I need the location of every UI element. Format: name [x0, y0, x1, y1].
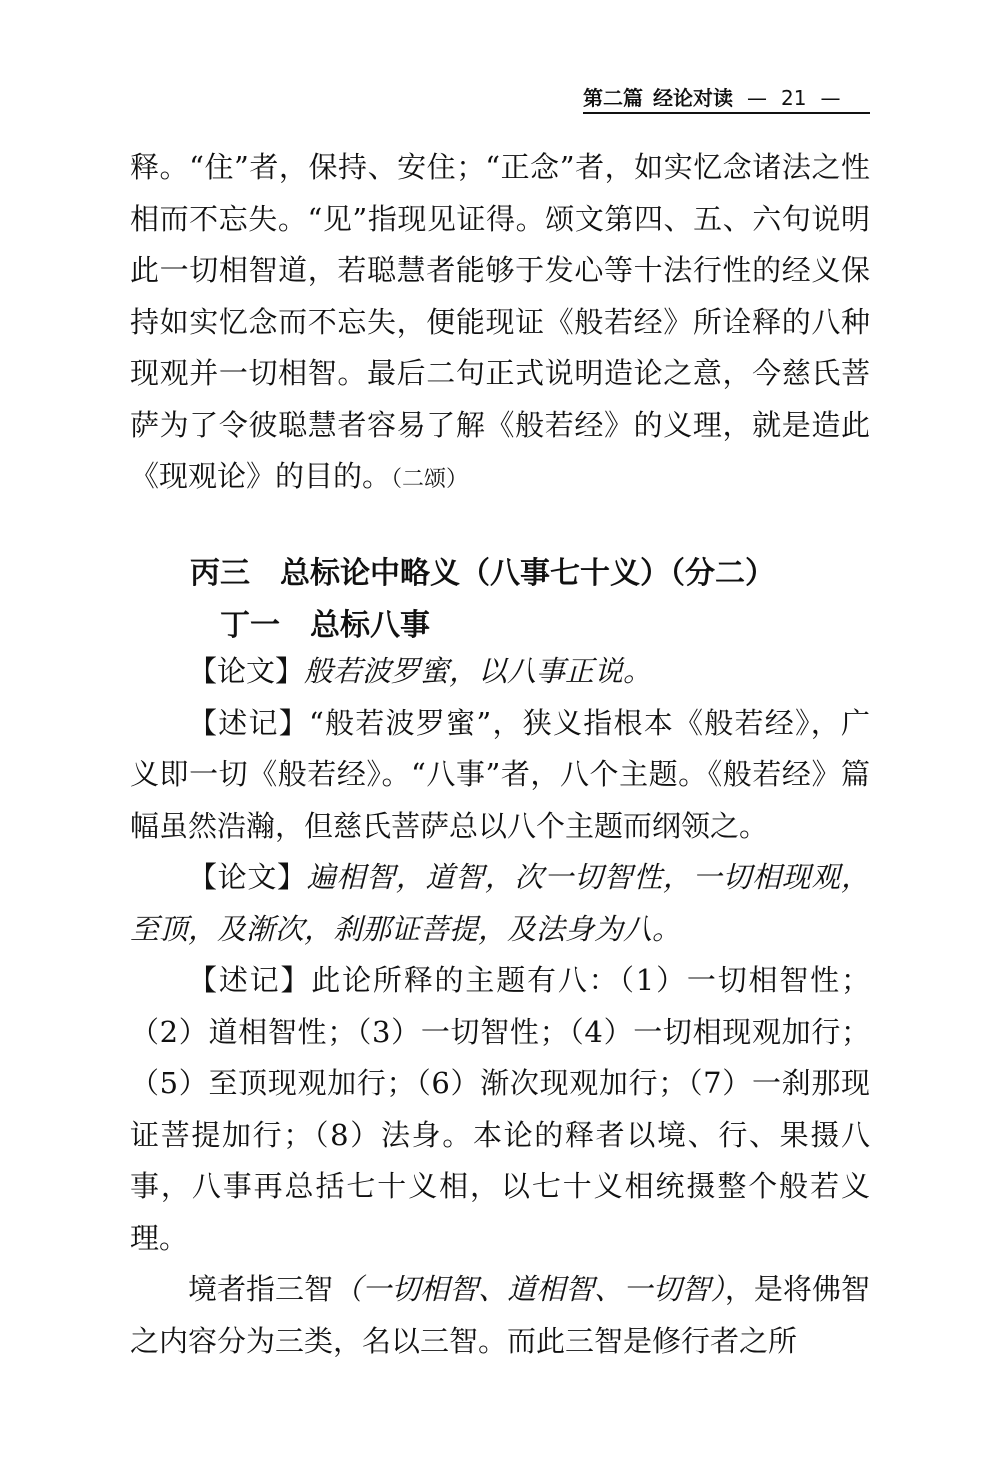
header-dash: —	[820, 86, 841, 110]
commentary-text: “般若波罗蜜”，狭义指根本《般若经》，广义即一切《般若经》。“八事”者，八个主题。《般若经》篇幅虽然浩瀚，但慈氏菩萨总以八个主题而纲领之。	[130, 705, 870, 843]
paragraph-paren: （一切相智、道相智、一切智）	[333, 1272, 725, 1306]
paragraph	[130, 1264, 870, 1367]
paragraph	[130, 142, 870, 506]
paragraph-text: 释。“住”者，保持、安住；“正念”者，如实忆念诸法之性相而不忘失。“见”指现见证得。颂文第四、五、六句说明此一切相智道，若聪慧者能够于发心等十法行性的经义保持如实忆念而不忘失，便能现证《般若经》所诠释的八种现观并一切相智。最后二句正式说明造论之意，今慈氏菩萨为了令彼聪慧者容易了解《般若经》的义理，就是造此《现观论》的目的。	[130, 150, 870, 493]
section-label: 第二篇	[583, 86, 643, 110]
paragraph-text: 境者指三智	[188, 1272, 334, 1306]
section-title: 经论对读	[653, 86, 733, 110]
heading-level-4	[220, 600, 430, 644]
treatise-label: 【论文】	[188, 654, 305, 688]
treatise-paragraph	[130, 852, 870, 955]
paragraph-text: ，是将佛智之内容分为三类，名以三智。而此三智是修行者之所	[130, 1272, 870, 1358]
heading-level-3	[190, 548, 775, 592]
heading-text: 总标八事	[310, 608, 430, 643]
commentary-paragraph	[130, 955, 870, 1264]
heading-number: 丁一	[220, 608, 280, 643]
page-number: 21	[781, 86, 807, 110]
heading-number: 丙三	[190, 556, 250, 591]
commentary-label: 【述记】	[188, 963, 312, 997]
treatise-text: 般若波罗蜜，以八事正说。	[304, 654, 653, 688]
treatise-text: 遍相智，道智，次一切智性，一切相现观，至顶，及渐次，刹那证菩提，及法身为八。	[130, 860, 870, 946]
commentary-paragraph	[130, 698, 870, 853]
commentary-text: 此论所释的主题有八：（1）一切相智性；（2）道相智性；（3）一切智性；（4）一切相现观加行；（5）至顶现观加行；（6）渐次现观加行；（7）一刹那现证菩提加行；（8）法身。本论的释者以境、行、果摄八事，八事再总括七十义相，以七十义相统摄整个般若义理。	[130, 963, 870, 1255]
running-header	[583, 84, 870, 114]
commentary-label: 【述记】	[188, 705, 310, 740]
heading-text: 总标论中略义（八事七十义）（分二）	[280, 556, 775, 591]
header-dash: —	[747, 86, 767, 110]
paragraph-note: （二颂）	[391, 467, 469, 492]
body-text-bottom	[130, 646, 870, 1367]
treatise-paragraph	[130, 646, 870, 698]
treatise-label: 【论文】	[188, 860, 307, 894]
body-text-top	[130, 142, 870, 506]
